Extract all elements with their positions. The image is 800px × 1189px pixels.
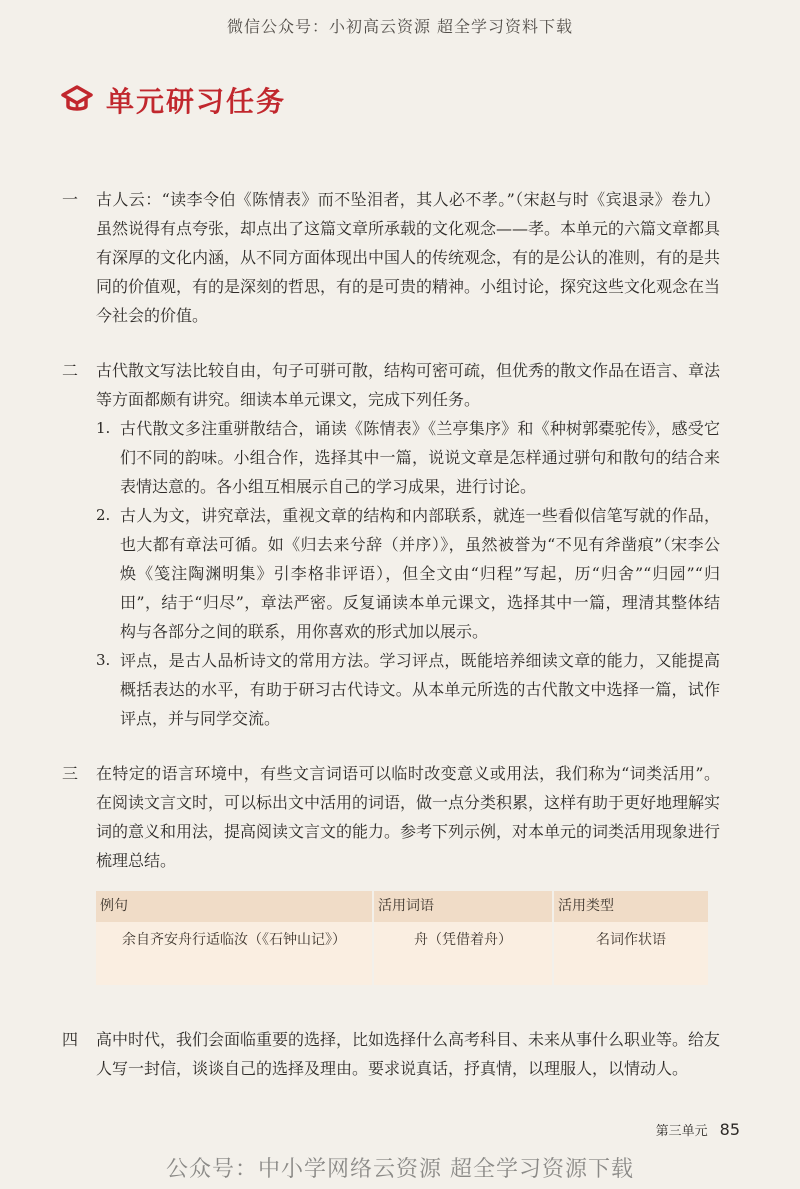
unit-label: 第三单元	[655, 1124, 708, 1139]
task-list	[62, 185, 720, 1109]
table-header-row	[96, 891, 708, 922]
subtask-text: 古代散文多注重骈散结合，诵读《陈情表》《兰亭集序》和《种树郭橐驼传》，感受它们不同的韵味。小组合作，选择其中一篇，说说文章是怎样通过骈句和散句的结合来表情达意的。各小组互相展示自己的学习成果，进行讨论。	[120, 419, 720, 496]
empty-cell	[373, 959, 553, 985]
task-number: 二	[62, 361, 79, 380]
table-cell: 舟（凭借着舟）	[373, 922, 553, 959]
task-1	[62, 185, 720, 330]
subtask-item	[96, 501, 720, 646]
empty-cell	[96, 959, 373, 985]
top-watermark: 微信公众号：小初高云资源 超全学习资料下载	[226, 17, 574, 36]
empty-table-row	[96, 959, 708, 985]
subtask-number: 1.	[96, 419, 111, 437]
section-header	[60, 80, 286, 120]
subtask-list	[96, 414, 720, 733]
task-text: 高中时代，我们会面临重要的选择，比如选择什么高考科目、未来从事什么职业等。给友人写一封信，谈谈自己的选择及理由。要求说真话，抒真情，以理服人，以情动人。	[96, 1030, 721, 1078]
task-number: 四	[62, 1030, 79, 1049]
task-number: 三	[62, 764, 79, 783]
table-header: 活用类型	[553, 891, 708, 922]
table-cell: 名词作状语	[553, 922, 708, 959]
subtask-text: 古人为文，讲究章法，重视文章的结构和内部联系，就连一些看似信笔写就的作品，也大都有章法可循。如《归去来兮辞（并序）》，虽然被誉为“不见有斧凿痕”（宋李公焕《笺注陶渊明集》引李格非评语），但全文由“归程”写起，历“归舍”“归园”“归田”，结于“归尽”，章法严密。反复诵读本单元课文，选择其中一篇，理清其整体结构与各部分之间的联系，用你喜欢的形式加以展示。	[120, 506, 720, 641]
bottom-watermark: 公众号：中小学网络云资源 超全学习资源下载	[166, 1157, 634, 1182]
task-content	[96, 759, 720, 999]
page-footer	[656, 1120, 740, 1139]
task-text: 古代散文写法比较自由，句子可骈可散，结构可密可疏，但优秀的散文作品在语言、章法等方面都颇有讲究。细读本单元课文，完成下列任务。	[96, 361, 721, 409]
task-4	[62, 1025, 720, 1083]
table-header: 活用词语	[373, 891, 553, 922]
task-content	[96, 356, 720, 733]
table-cell: 余自齐安舟行适临汝（《石钟山记》）	[96, 922, 373, 959]
empty-cell	[553, 959, 708, 985]
task-3	[62, 759, 720, 999]
subtask-number: 3.	[96, 651, 111, 669]
page-number: 85	[719, 1120, 740, 1139]
graduation-cap-icon	[60, 83, 94, 117]
task-number: 一	[62, 190, 79, 209]
subtask-item	[96, 646, 720, 733]
example-table	[96, 891, 708, 985]
task-text: 在特定的语言环境中，有些文言词语可以临时改变意义或用法，我们称为“词类活用”。在阅读文言文时，可以标出文中活用的词语，做一点分类积累，这样有助于更好地理解实词的意义和用法，提高阅读文言文的能力。参考下列示例，对本单元的词类活用现象进行梳理总结。	[96, 764, 721, 870]
table-row	[96, 922, 708, 959]
task-text: 古人云：“读李令伯《陈情表》而不坠泪者，其人必不孝。”（宋赵与时《宾退录》卷九）虽然说得有点夸张，却点出了这篇文章所承载的文化观念——孝。本单元的六篇文章都具有深厚的文化内涵，从不同方面体现出中国人的传统观念，有的是公认的准则，有的是共同的价值观，有的是深刻的哲思，有的是可贵的精神。小组讨论，探究这些文化观念在当今社会的价值。	[96, 190, 721, 325]
subtask-text: 评点，是古人品析诗文的常用方法。学习评点，既能培养细读文章的能力，又能提高概括表达的水平，有助于研习古代诗文。从本单元所选的古代散文中选择一篇，试作评点，并与同学交流。	[120, 651, 720, 728]
table-header: 例句	[96, 891, 373, 922]
subtask-item	[96, 414, 720, 501]
subtask-number: 2.	[96, 506, 111, 524]
page-title: 单元研习任务	[106, 85, 287, 118]
task-2	[62, 356, 720, 733]
